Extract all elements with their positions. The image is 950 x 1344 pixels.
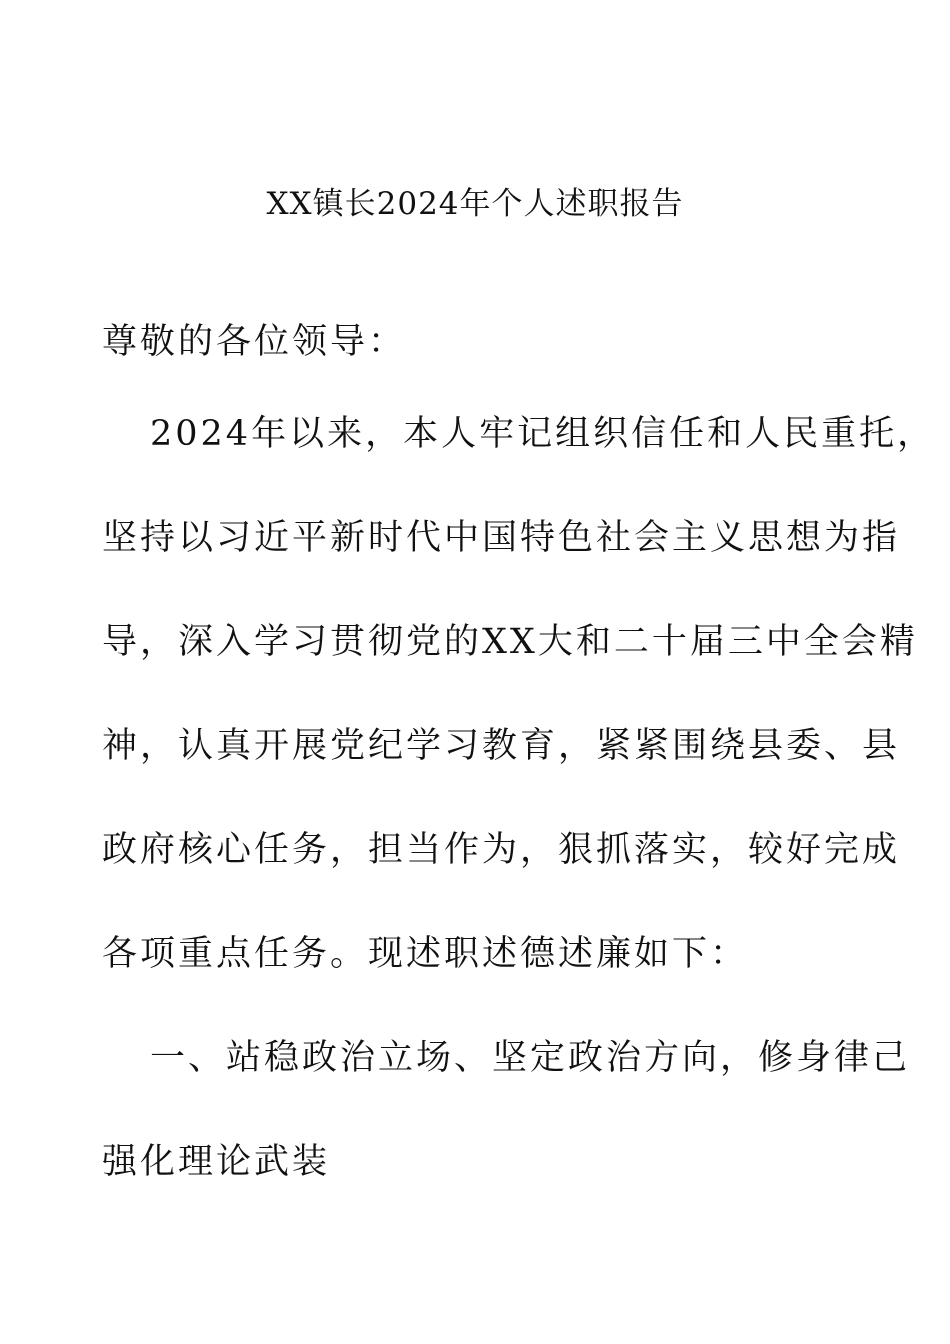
paragraph-line: 坚持以习近平新时代中国特色社会主义思想为指 [102, 518, 901, 558]
paragraph-line: 政府核心任务，担当作为，狠抓落实，较好完成 [102, 830, 901, 870]
salutation: 尊敬的各位领导： [102, 322, 407, 362]
section-heading-line: 一、站稳政治立场、坚定政治方向，修身律己 [150, 1038, 911, 1078]
document-title: XX镇长2024年个人述职报告 [266, 186, 684, 222]
paragraph-line: 各项重点任务。现述职述德述廉如下： [102, 934, 749, 974]
paragraph-line: 导，深入学习贯彻党的XX大和二十届三中全会精 [102, 622, 918, 662]
document-body [102, 408, 936, 1240]
section-heading-line: 强化理论武装 [102, 1142, 331, 1182]
paragraph-line: 神，认真开展党纪学习教育，紧紧围绕县委、县 [102, 726, 901, 766]
paragraph-line: 2024年以来，本人牢记组织信任和人民重托， [150, 414, 936, 454]
